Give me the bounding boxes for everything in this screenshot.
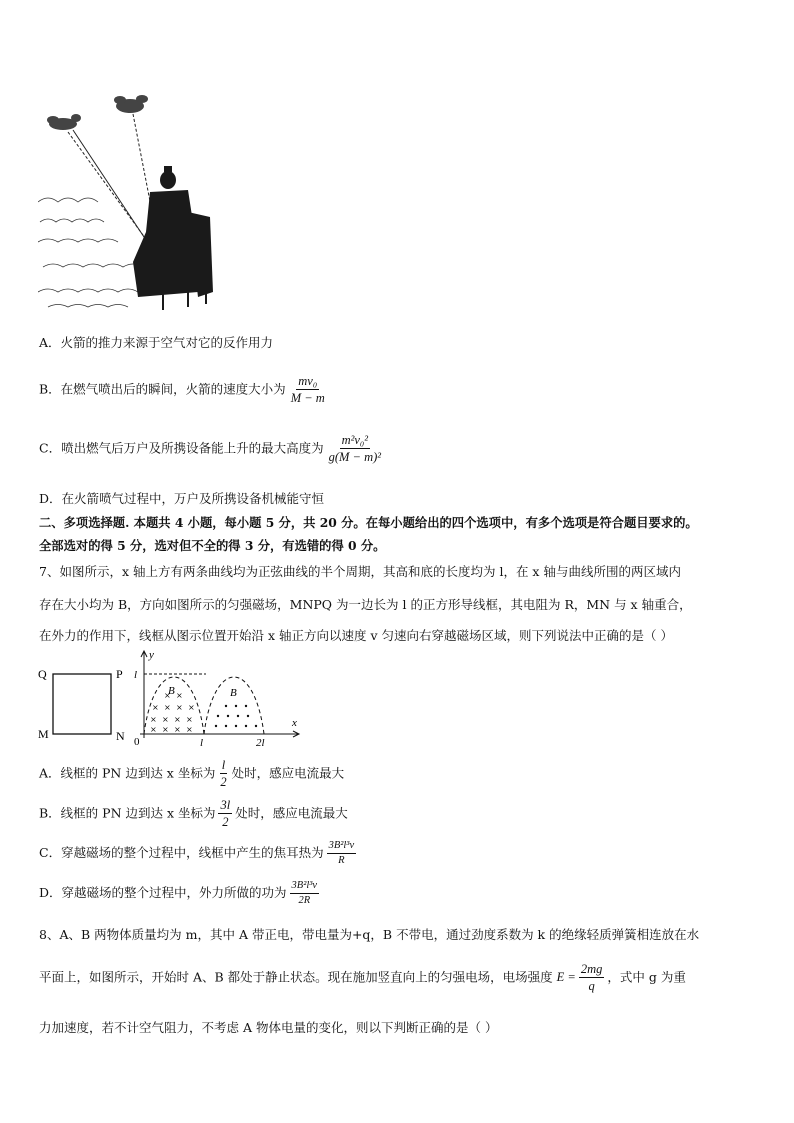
fraction-numerator: 3B²l³v bbox=[327, 840, 357, 854]
fraction-numerator: 3l bbox=[218, 798, 232, 814]
fraction-denominator: 2R bbox=[298, 895, 311, 907]
q7-option-b bbox=[39, 798, 348, 830]
fraction-denominator: g(M − m)² bbox=[328, 450, 382, 465]
svg-text:×: × bbox=[188, 703, 195, 712]
q7-option-c bbox=[39, 840, 359, 867]
fraction-numerator: 2mg bbox=[579, 962, 605, 978]
svg-text:×: × bbox=[164, 691, 171, 700]
section2-line1: 二、多项选择题. 本题共 4 小题，每小题 5 分，共 20 分。在每小题给出的四个选项中，有多个选项是符合题目要求的。 bbox=[39, 515, 698, 530]
q8-stem-line2 bbox=[39, 962, 686, 994]
field-out-of-page-marks bbox=[215, 705, 257, 727]
q8-stem-line1: 8、A、B 两物体质量均为 m，其中 A 带正电，带电量为+q，B 不带电，通过劲度系数为 k 的绝缘轻质弹簧相连放在水 bbox=[39, 927, 700, 942]
svg-text:×: × bbox=[176, 703, 183, 712]
label-y: y bbox=[149, 649, 154, 661]
label-b1: B bbox=[168, 685, 175, 697]
q7-stem-line1: 7、如图所示，x 轴上方有两条曲线均为正弦曲线的半个周期，其高和底的长度均为 l，在 x 轴与曲线所围的两区域内 bbox=[39, 564, 681, 579]
svg-text:×: × bbox=[150, 715, 157, 724]
fraction-numerator: l bbox=[220, 758, 227, 774]
label-l-tick: l bbox=[200, 737, 204, 748]
e-field-symbol: E = bbox=[556, 970, 576, 985]
svg-text:×: × bbox=[162, 715, 169, 724]
fraction-denominator: 2 bbox=[222, 815, 229, 830]
label-2l-tick: 2l bbox=[256, 737, 265, 748]
q6-option-a: A．火箭的推力来源于空气对它的反作用力 bbox=[39, 335, 274, 350]
label-b2: B bbox=[230, 687, 237, 699]
q7-option-a-text: A．线框的 PN 边到达 x 坐标为 bbox=[39, 765, 216, 781]
fraction-denominator: 2 bbox=[220, 775, 227, 790]
svg-text:×: × bbox=[174, 715, 181, 724]
fraction-denominator: M − m bbox=[290, 391, 325, 406]
q7-stem-line2: 存在大小均为 B，方向如图所示的匀强磁场，MNPQ 为一边长为 l 的正方形导线框，其电阻为 R，MN 与 x 轴重合， bbox=[39, 597, 692, 612]
q7-option-c-text: C．穿越磁场的整个过程中，线框中产生的焦耳热为 bbox=[39, 845, 324, 861]
q7-option-a bbox=[39, 758, 344, 790]
label-origin: 0 bbox=[134, 736, 140, 748]
q7-option-d bbox=[39, 880, 322, 907]
q7-option-b-text: B．线框的 PN 边到达 x 坐标为 bbox=[39, 805, 216, 821]
square-frame bbox=[53, 674, 111, 734]
q7-option-b-fraction bbox=[218, 798, 232, 830]
label-l-axis: l bbox=[134, 669, 138, 681]
q6-option-b bbox=[39, 374, 330, 406]
q6-option-c-fraction bbox=[327, 433, 383, 465]
svg-text:×: × bbox=[186, 725, 193, 734]
q7-option-a-suffix: 处时，感应电流最大 bbox=[231, 765, 345, 781]
svg-text:×: × bbox=[186, 715, 193, 724]
q7-option-d-fraction bbox=[290, 880, 320, 907]
label-q: Q bbox=[38, 667, 47, 681]
q7-stem-line3: 在外力的作用下，线框从图示位置开始沿 x 轴正方向以速度 v 匀速向右穿越磁场区域，则下列说法中正确的是（ ） bbox=[39, 628, 673, 643]
label-p: P bbox=[116, 667, 123, 681]
svg-text:×: × bbox=[162, 725, 169, 734]
q6-option-b-text: B．在燃气喷出后的瞬间，火箭的速度大小为 bbox=[39, 381, 286, 397]
svg-text:×: × bbox=[150, 725, 157, 734]
q7-option-d-text: D．穿越磁场的整个过程中，外力所做的功为 bbox=[39, 885, 287, 901]
q8-stem-line2-text: 平面上，如图所示，开始时 A、B 都处于静止状态。现在施加竖直向上的匀强电场，电场强度 bbox=[39, 969, 553, 985]
q7-option-a-fraction bbox=[218, 758, 228, 790]
label-m: M bbox=[38, 727, 49, 741]
fraction-numerator: 3B²l³v bbox=[290, 880, 320, 894]
fraction-numerator: mv₀ bbox=[296, 374, 319, 390]
fraction-denominator: q bbox=[588, 979, 595, 994]
q6-option-c bbox=[39, 433, 386, 465]
svg-text:×: × bbox=[174, 725, 181, 734]
q7-figure bbox=[36, 648, 306, 748]
field-into-page-marks bbox=[150, 691, 195, 734]
fraction-denominator: R bbox=[338, 855, 345, 867]
e-field-fraction bbox=[579, 962, 605, 994]
label-n: N bbox=[116, 729, 125, 743]
q6-option-b-fraction bbox=[289, 374, 327, 406]
svg-text:×: × bbox=[164, 703, 171, 712]
q7-option-b-suffix: 处时，感应电流最大 bbox=[235, 805, 348, 821]
svg-text:×: × bbox=[152, 703, 159, 712]
q8-stem-line2-suffix: ，式中 g 为重 bbox=[607, 969, 686, 985]
q6-option-d: D．在火箭喷气过程中，万户及所携设备机械能守恒 bbox=[39, 491, 325, 506]
label-x: x bbox=[292, 717, 297, 729]
q6-option-c-text: C．喷出燃气后万户及所携设备能上升的最大高度为 bbox=[39, 440, 324, 456]
q7-option-c-fraction bbox=[327, 840, 357, 867]
fraction-numerator: m²v₀² bbox=[340, 433, 370, 449]
svg-text:×: × bbox=[176, 691, 183, 700]
section2-line2: 全部选对的得 5 分，选对但不全的得 3 分，有选错的得 0 分。 bbox=[39, 538, 386, 553]
q8-stem-line3: 力加速度，若不计空气阻力，不考虑 A 物体电量的变化，则以下判断正确的是（ ） bbox=[39, 1020, 498, 1035]
wan-hu-illustration bbox=[38, 92, 218, 314]
